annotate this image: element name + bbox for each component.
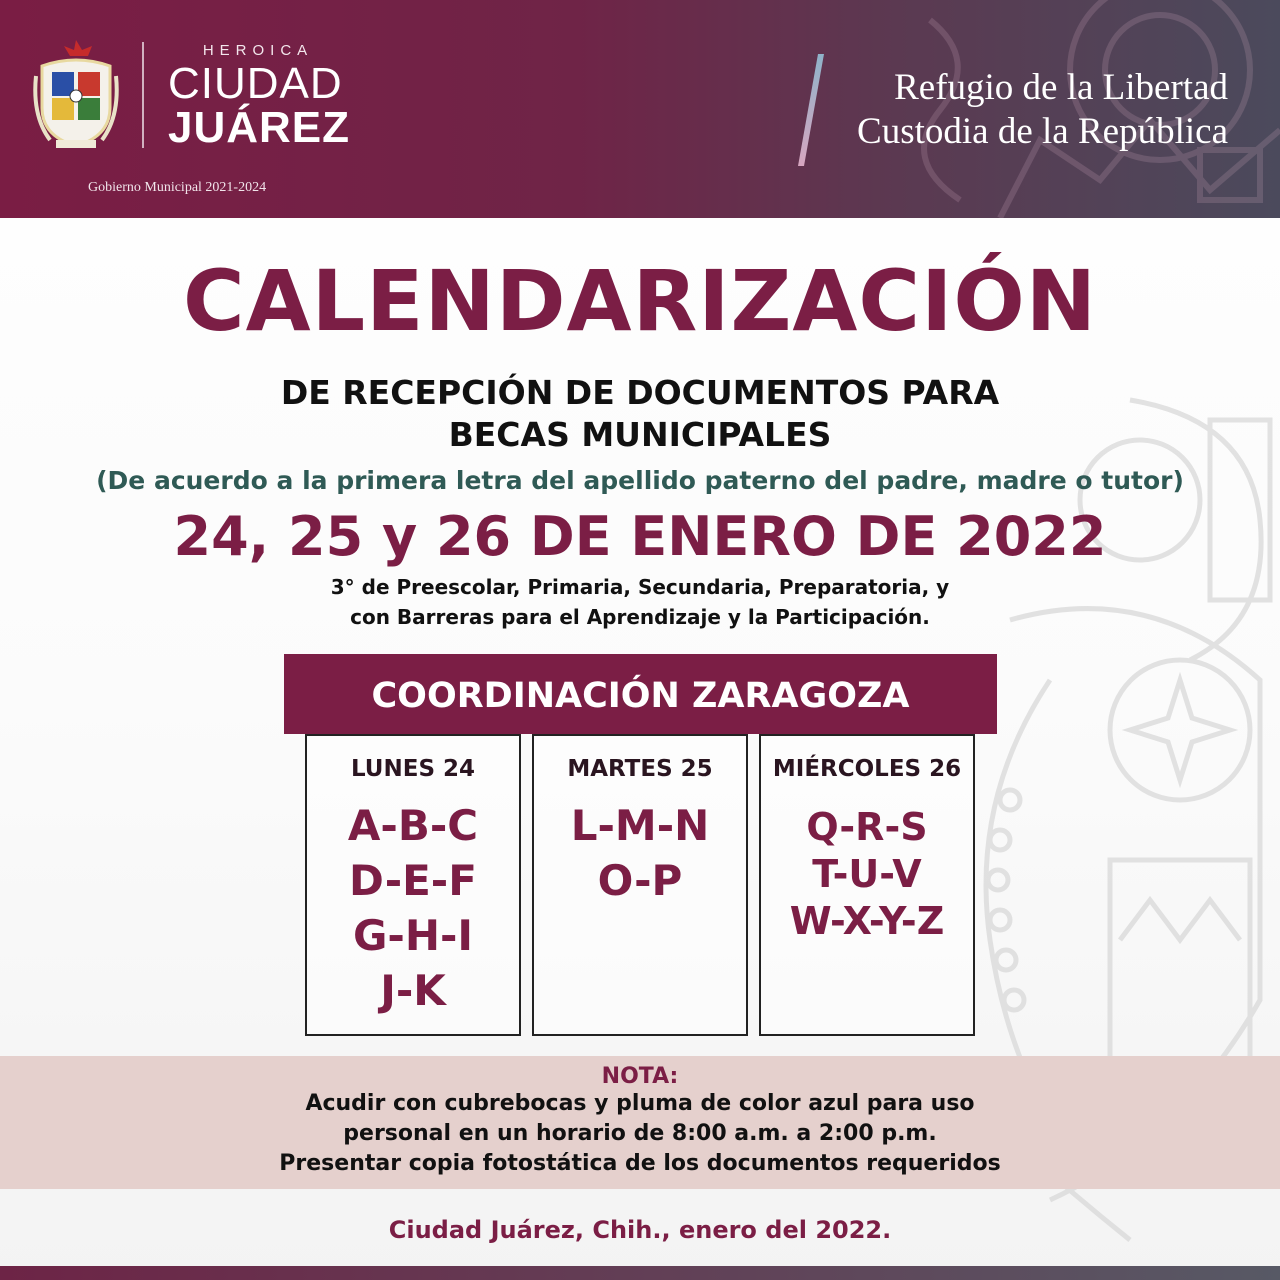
page-title: CALENDARIZACIÓN <box>182 252 1098 350</box>
letter-group: G-H-I <box>352 911 474 960</box>
letter-group: Q-R-S <box>806 805 928 849</box>
letter-group: D-E-F <box>349 856 477 905</box>
letter-groups <box>761 804 973 945</box>
schedule-column-tuesday <box>532 734 748 1036</box>
letter-group: O-P <box>597 856 683 905</box>
letter-group: W-X-Y-Z <box>789 899 945 943</box>
note-title: NOTA: <box>601 1064 679 1089</box>
letter-groups <box>534 798 746 908</box>
footer-location-date: Ciudad Juárez, Chih., enero del 2022. <box>388 1216 892 1244</box>
city-motto <box>857 66 1228 154</box>
subtitle-line-1: DE RECEPCIÓN DE DOCUMENTOS PARA <box>280 373 1000 412</box>
government-period: Gobierno Municipal 2021-2024 <box>88 180 267 195</box>
event-dates: 24, 25 y 26 DE ENERO DE 2022 <box>173 505 1107 568</box>
letter-group: L-M-N <box>570 801 710 850</box>
ciudad-label: CIUDAD <box>168 59 343 108</box>
letter-group: J-K <box>380 966 446 1015</box>
criteria-note: (De acuerdo a la primera letra del apellido paterno del padre, madre o tutor) <box>96 466 1184 495</box>
note-strip <box>0 1056 1280 1189</box>
subtitle-line-2: BECAS MUNICIPALES <box>448 415 832 454</box>
header-divider <box>142 42 144 148</box>
note-line-1: Acudir con cubrebocas y pluma de color azul para uso <box>305 1091 975 1116</box>
note-line-3: Presentar copia fotostática de los documentos requeridos <box>279 1151 1001 1176</box>
day-label: LUNES 24 <box>350 756 476 782</box>
day-label: MARTES 25 <box>567 756 713 782</box>
header-banner <box>0 0 1280 218</box>
levels-line-1: 3° de Preescolar, Primaria, Secundaria, Preparatoria, y <box>330 575 950 599</box>
letter-group: A-B-C <box>347 801 479 850</box>
city-seal-icon <box>30 36 122 154</box>
school-levels <box>0 572 1280 632</box>
motto-line-1: Refugio de la Libertad <box>894 67 1228 108</box>
bottom-band <box>0 1266 1280 1280</box>
note-line-2: personal en un horario de 8:00 a.m. a 2:00 p.m. <box>343 1121 937 1146</box>
coordination-header: COORDINACIÓN ZARAGOZA <box>284 654 997 734</box>
levels-line-2: con Barreras para el Aprendizaje y la Participación. <box>350 605 930 629</box>
heroica-label: HEROICA <box>202 42 314 59</box>
letter-groups <box>307 798 519 1018</box>
motto-line-2: Custodia de la República <box>857 111 1228 152</box>
day-label: MIÉRCOLES 26 <box>772 756 962 782</box>
letter-group: T-U-V <box>812 852 922 896</box>
schedule-column-wednesday <box>759 734 975 1036</box>
subtitle <box>0 372 1280 456</box>
juarez-label: JUÁREZ <box>168 103 351 152</box>
schedule-column-monday <box>305 734 521 1036</box>
slash-accent-icon <box>798 54 824 166</box>
